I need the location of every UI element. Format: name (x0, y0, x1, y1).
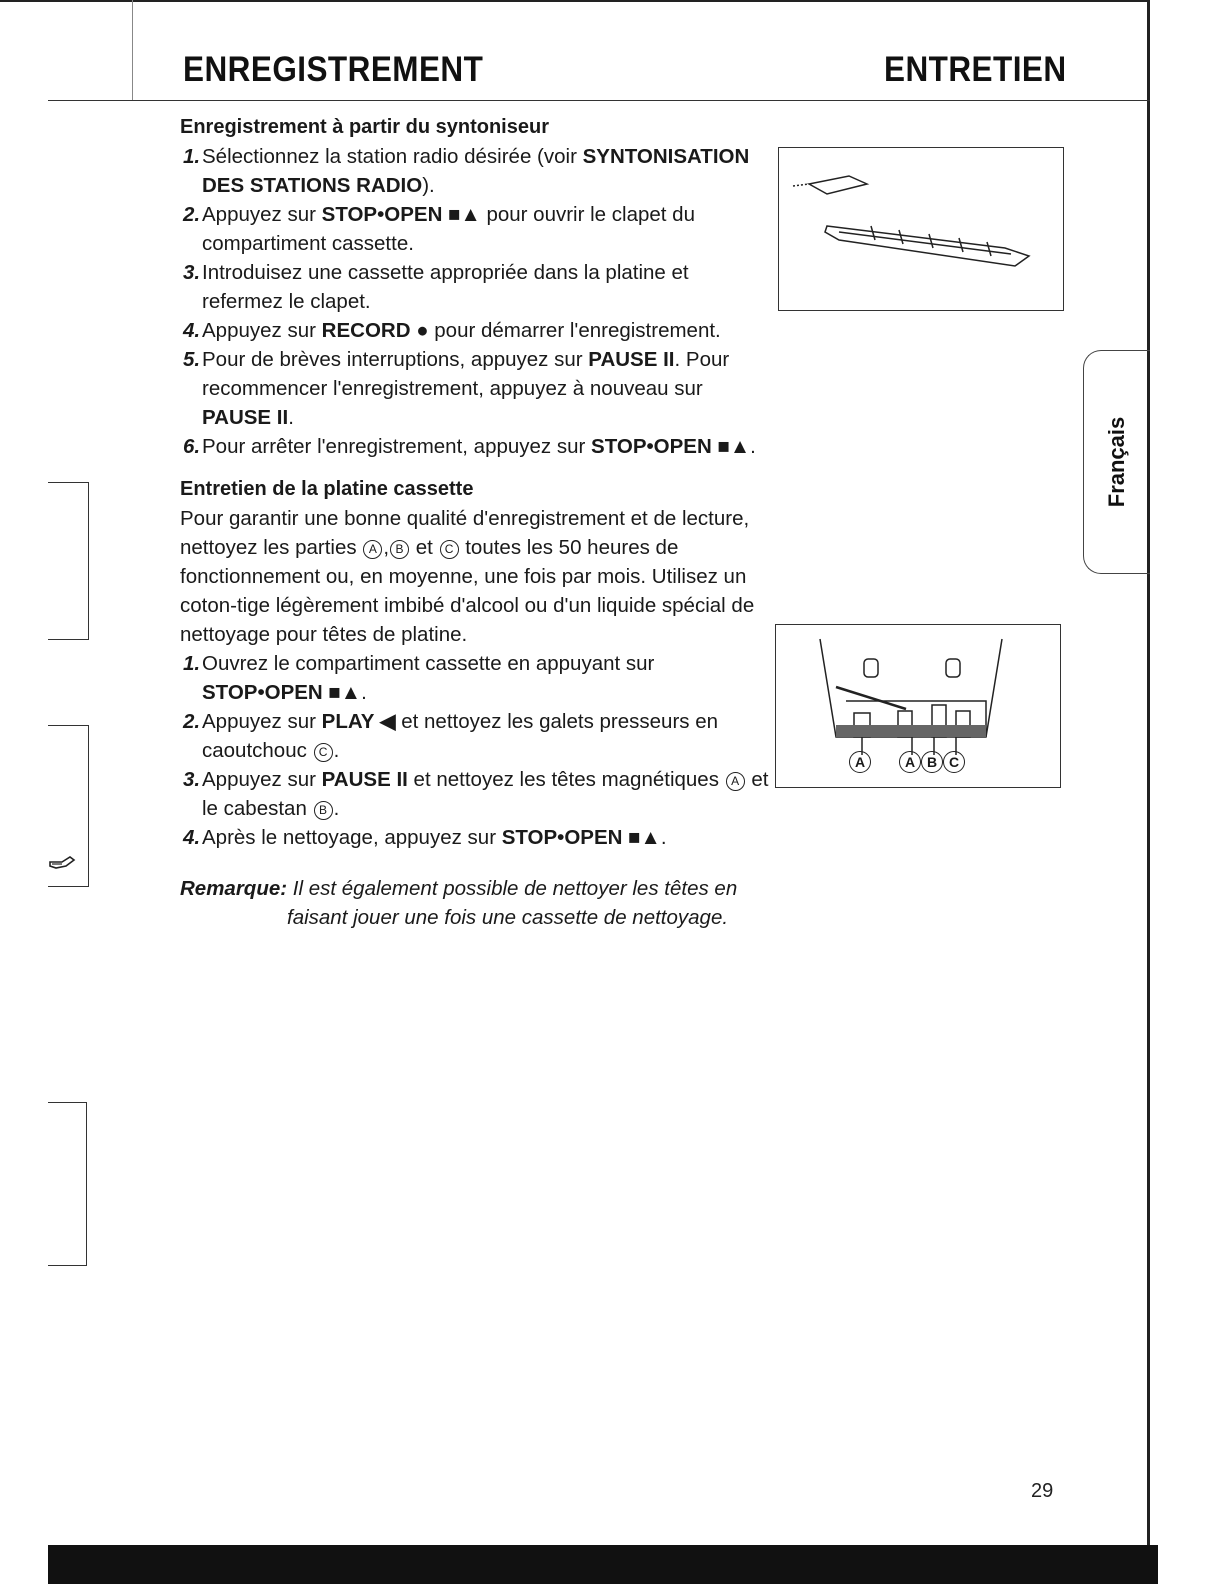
remark-line-1: Il est également possible de nettoyer les têtes en (287, 877, 738, 900)
top-rule (0, 0, 1150, 2)
step-number: 1. (183, 145, 201, 168)
step-text: . (288, 406, 294, 429)
step-text: Après le nettoyage, appuyez sur (202, 826, 502, 849)
step-item (180, 432, 770, 461)
figure-label: B (921, 751, 943, 773)
margin-bracket (48, 482, 89, 640)
step-item (180, 345, 770, 432)
hand-pointer-icon (48, 854, 76, 880)
figure-label: A (899, 751, 921, 773)
part-a-marker: A (726, 772, 745, 791)
step-text: . (333, 739, 340, 762)
page-number: 29 (1031, 1480, 1054, 1502)
step-number: 1. (183, 652, 201, 675)
step-command: STOP•OPEN ■▲ (501, 826, 661, 849)
step-item (180, 765, 770, 823)
step-command: STOP•OPEN ■▲ (591, 435, 751, 458)
step-text: . (361, 681, 367, 704)
step-command: RECORD ● (321, 319, 429, 342)
step-number: 5. (183, 348, 201, 371)
bottom-bar (48, 1545, 1158, 1584)
step-text: Ouvrez le compartiment cassette en appuyant sur (202, 652, 655, 675)
recording-steps (180, 142, 770, 461)
step-number: 2. (183, 203, 201, 226)
page-title-left: ENREGISTREMENT (183, 50, 484, 89)
part-a-marker: A (363, 540, 382, 559)
maintenance-steps (180, 649, 770, 852)
step-item (180, 142, 770, 200)
step-text: Pour arrêter l'enregistrement, appuyez sur (202, 435, 592, 458)
intro-text: toutes les 50 heures de fonctionnement ou, en moyenne, une fois par mois. Utilisez un coton-tige légèrement imbibé d'alcool ou d'un liquide spécial de nettoyage pour têtes de platine. (180, 536, 755, 646)
step-text: Appuyez sur (202, 768, 322, 791)
step-text: Appuyez sur (202, 203, 322, 226)
part-c-marker: C (314, 743, 333, 762)
step-text: et le cabestan (202, 768, 769, 820)
step-text: Sélectionnez la station radio désirée (voir (202, 145, 583, 168)
step-text: pour démarrer l'enregistrement. (428, 319, 721, 342)
remark (180, 874, 770, 932)
step-item (180, 316, 770, 345)
remark-line-2: faisant jouer une fois une cassette de nettoyage. (287, 906, 729, 929)
step-item (180, 200, 770, 258)
step-item (180, 258, 770, 316)
language-tab (1083, 350, 1150, 574)
right-rule (1147, 0, 1150, 1545)
figure-label: A (849, 751, 871, 773)
part-c-marker: C (440, 540, 459, 559)
part-b-marker: B (314, 801, 333, 820)
step-text: et nettoyez les galets presseurs en caoutchouc (202, 710, 719, 762)
figure-labels (776, 751, 1060, 781)
main-content (180, 113, 770, 932)
step-text: ). (422, 174, 435, 197)
step-text: . (660, 826, 667, 849)
page-title-right: ENTRETIEN (884, 50, 1067, 89)
part-b-marker: B (390, 540, 409, 559)
step-number: 4. (183, 319, 201, 342)
step-text: Pour de brèves interruptions, appuyez sur (202, 348, 589, 371)
step-text: . (750, 435, 756, 458)
step-command: PAUSE II (202, 406, 289, 429)
step-number: 6. (183, 435, 201, 458)
intro-text: et (410, 536, 439, 559)
maintenance-intro: Pour garantir une bonne qualité d'enregistrement et de lecture, nettoyez les parties A , B et C toutes les 50 heures de fonctionnement ou, en moyenne, une fois par mois. Utilisez un coton-tige légèrement imbibé d'alcool ou d'un liquide spécial de nettoyage pour têtes de platine. (180, 507, 755, 646)
step-command: PAUSE II (321, 768, 408, 791)
figure-tape-heads (775, 624, 1061, 788)
step-command: STOP•OPEN ■▲ (321, 203, 481, 226)
language-tab-label: Français (1104, 416, 1129, 508)
step-text: . Pour recommencer l'enregistrement, appuyez à nouveau sur (202, 348, 730, 400)
figure-label: C (943, 751, 965, 773)
step-text: Appuyez sur (202, 710, 322, 733)
left-tick (132, 0, 133, 100)
figure-cassette-controls (778, 147, 1064, 311)
step-item (180, 649, 770, 707)
step-number: 2. (183, 710, 201, 733)
step-number: 4. (183, 826, 201, 849)
intro-text: Pour garantir une bonne qualité d'enregistrement et de lecture, nettoyez les parties (180, 507, 750, 559)
step-command: PLAY ◀ (321, 710, 396, 733)
header-rule (48, 100, 1150, 101)
step-item (180, 707, 770, 765)
margin-bracket (48, 1102, 87, 1266)
remark-label: Remarque: (180, 877, 288, 900)
step-command: STOP•OPEN ■▲ (202, 681, 362, 704)
step-text: Introduisez une cassette appropriée dans la platine et refermez le clapet. (202, 261, 689, 313)
step-text: et nettoyez les têtes magnétiques (407, 768, 725, 791)
step-text: pour ouvrir le clapet du compartiment cassette. (202, 203, 695, 255)
step-item (180, 823, 770, 852)
section-title-maintenance: Entretien de la platine cassette (180, 478, 474, 500)
step-command: PAUSE II (588, 348, 675, 371)
step-number: 3. (183, 261, 201, 284)
step-command: SYNTONISATION DES STATIONS RADIO (202, 145, 750, 197)
step-number: 3. (183, 768, 201, 791)
step-text: . (333, 797, 340, 820)
section-title-recording: Enregistrement à partir du syntoniseur (180, 116, 549, 138)
step-text: Appuyez sur (202, 319, 322, 342)
